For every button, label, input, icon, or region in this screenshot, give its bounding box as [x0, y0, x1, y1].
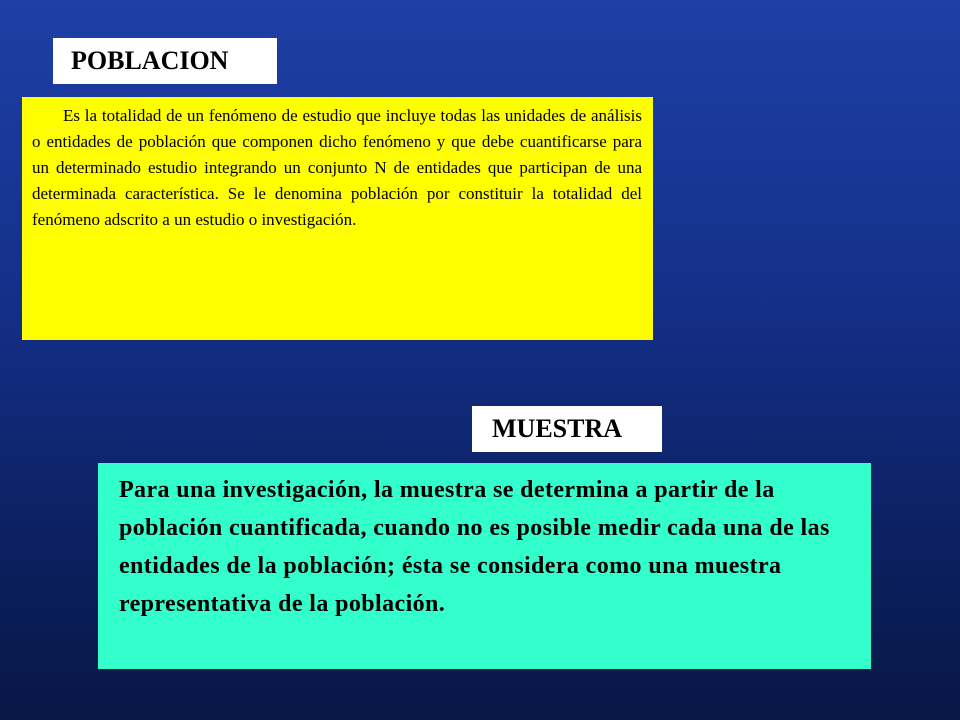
poblacion-title: POBLACION: [53, 38, 277, 84]
poblacion-definition: Es la totalidad de un fenómeno de estudio que incluye todas las unidades de análisis o entidades de población que componen dicho fenómeno y que debe cuantificarse para un determinado estudio integrando un conjunto N de entidades que participan de una determinada característica. Se le denomina población por constituir la totalidad del fenómeno adscrito a un estudio o investigación.: [22, 97, 653, 340]
muestra-title: MUESTRA: [472, 406, 662, 452]
muestra-definition: Para una investigación, la muestra se determina a partir de la población cuantificada, cuando no es posible medir cada una de las entidades de la población; ésta se considera como una muestra representativa de la población.: [98, 463, 871, 669]
